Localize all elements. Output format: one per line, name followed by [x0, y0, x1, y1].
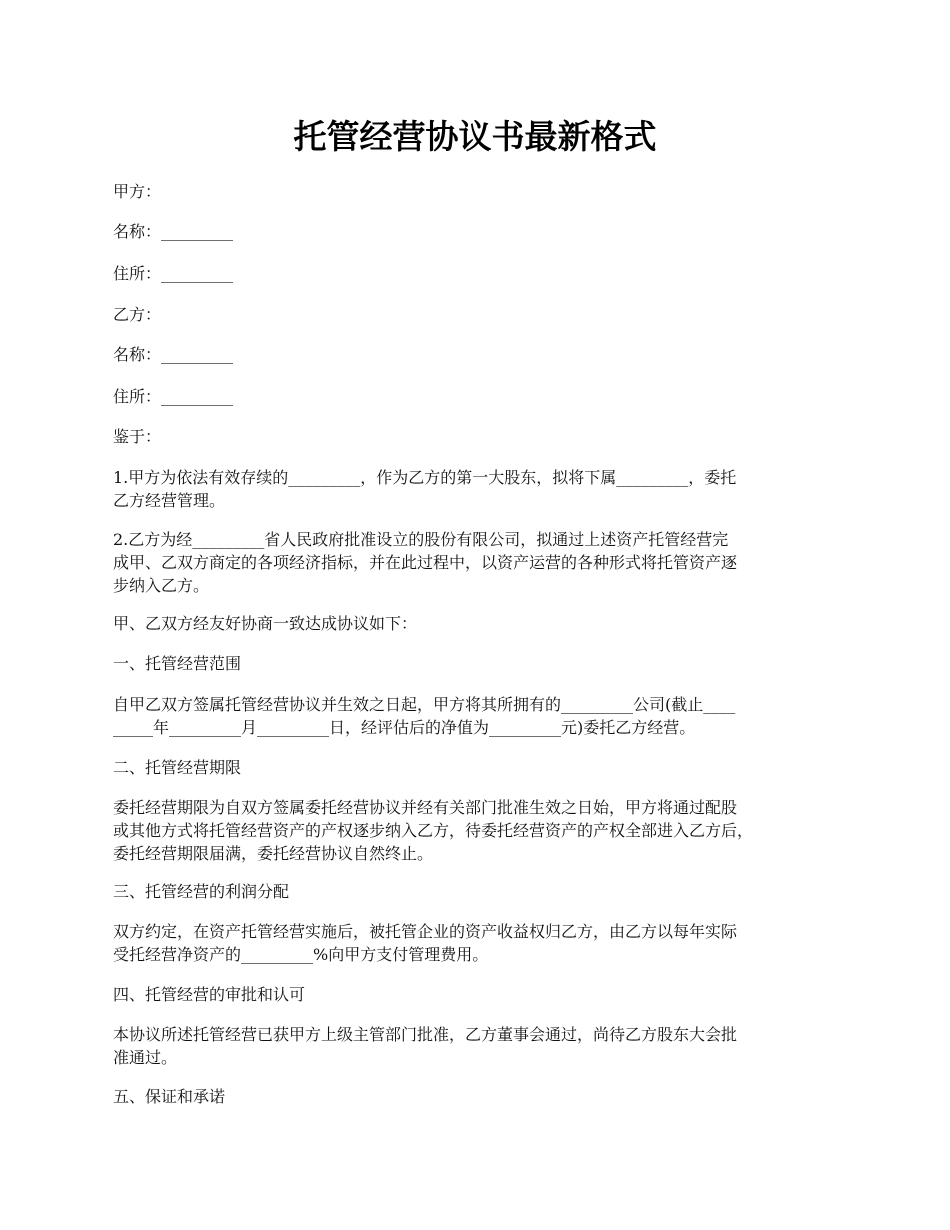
text-line: 本协议所述托管经营已获甲方上级主管部门批准，乙方董事会通过，尚待乙方股东大会批: [113, 1025, 738, 1044]
section-5-heading: [113, 1085, 853, 1108]
text-line: 步纳入乙方。: [113, 576, 210, 595]
party-b-address: [113, 385, 853, 408]
text-line: 住所：_________: [113, 264, 234, 283]
party-a-address: [113, 262, 853, 285]
text-line: 甲方：: [113, 182, 162, 201]
text-line: 乙方：: [113, 305, 162, 324]
text-line: 名称：_________: [113, 222, 234, 241]
text-line: 或其他方式将托管经营资产的产权逐步纳入乙方，待委托经营资产的产权全部进入乙方后，: [113, 821, 754, 840]
text-line: 鉴于：: [113, 427, 162, 446]
section-1-body: [113, 693, 853, 739]
whereas-label: [113, 425, 853, 448]
section-2-body: [113, 796, 853, 865]
section-1-heading: [113, 652, 853, 675]
text-line: 三、托管经营的利润分配: [113, 882, 290, 901]
text-line: 一、托管经营范围: [113, 654, 242, 673]
section-2-heading: [113, 756, 853, 779]
agreement-intro: [113, 612, 853, 635]
party-a-name: [113, 220, 853, 243]
text-line: 自甲乙双方签属托管经营协议并生效之日起，甲方将其所拥有的_________公司(截止____: [113, 695, 736, 714]
document-title: 托管经营协议书最新格式: [293, 117, 657, 156]
text-line: 五、保证和承诺: [113, 1087, 226, 1106]
text-line: 甲、乙双方经友好协商一致达成协议如下：: [113, 614, 418, 633]
text-line: 成甲、乙双方商定的各项经济指标，并在此过程中，以资产运营的各种形式将托管资产逐: [113, 553, 738, 572]
recital-2: [113, 528, 853, 597]
section-3-heading: [113, 880, 853, 903]
text-line: 住所：_________: [113, 387, 234, 406]
section-3-body: [113, 920, 853, 966]
text-line: 四、托管经营的审批和认可: [113, 985, 306, 1004]
text-line: 1.甲方为依法有效存续的_________，作为乙方的第一大股东，拟将下属_________，委托: [113, 468, 737, 487]
section-4-heading: [113, 983, 853, 1006]
text-line: 双方约定，在资产托管经营实施后，被托管企业的资产收益权归乙方，由乙方以每年实际: [113, 922, 738, 941]
section-4-body: [113, 1023, 853, 1069]
text-line: 名称：_________: [113, 345, 234, 364]
party-b-label: [113, 303, 853, 326]
text-line: 受托经营净资产的_________%向甲方支付管理费用。: [113, 945, 489, 964]
text-line: 准通过。: [113, 1048, 178, 1067]
text-line: 委托经营期限届满，委托经营协议自然终止。: [113, 844, 434, 863]
text-line: 2.乙方为经_________省人民政府批准设立的股份有限公司，拟通过上述资产托管经营完: [113, 530, 729, 549]
recital-1: [113, 466, 853, 512]
text-line: 二、托管经营期限: [113, 758, 242, 777]
text-line: 委托经营期限为自双方签属委托经营协议并经有关部门批准生效之日始，甲方将通过配股: [113, 798, 738, 817]
party-a-label: [113, 180, 853, 203]
text-line: 乙方经营管理。: [113, 491, 226, 510]
party-b-name: [113, 343, 853, 366]
text-line: _____年_________月_________日，经评估后的净值为_________元)委托乙方经营。: [113, 718, 696, 737]
